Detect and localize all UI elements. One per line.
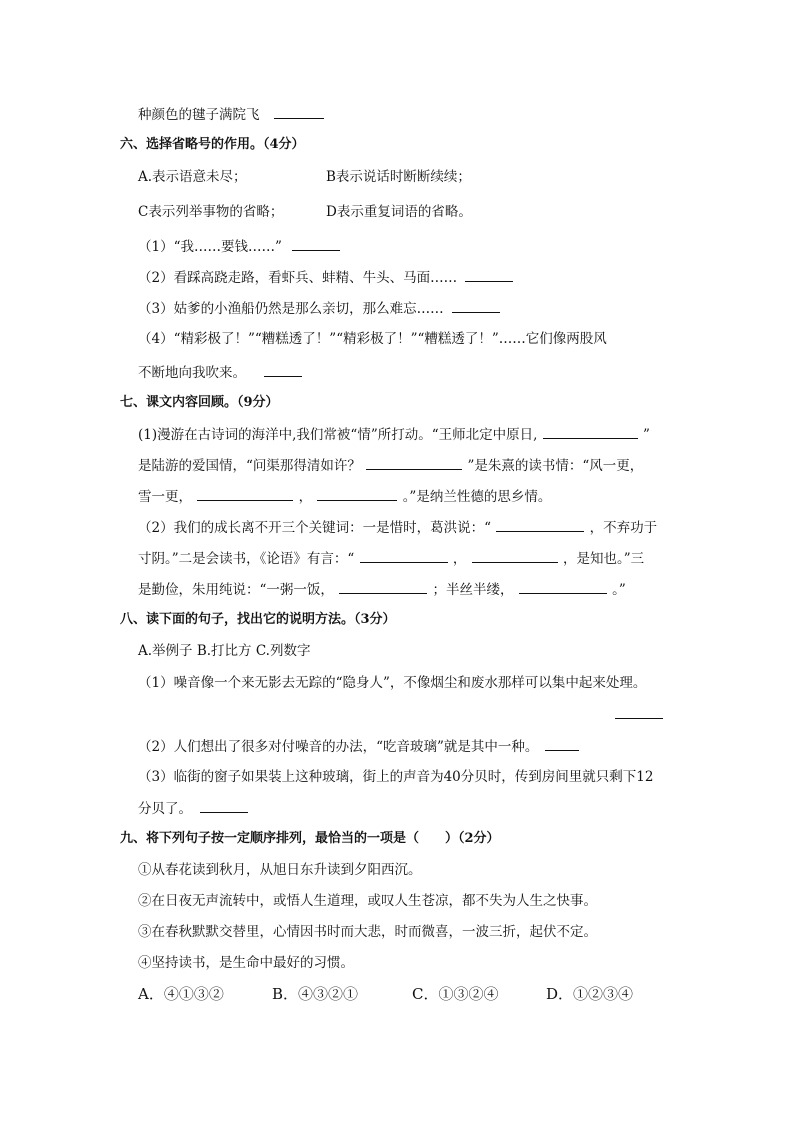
section-8-options: A.举例子 B.打比方 C.列数字 — [138, 643, 311, 659]
answer-blank[interactable] — [339, 579, 427, 594]
text: 寸阴。”二是会读书，《论语》有言：“ — [138, 551, 355, 567]
text: 不断地向我吹来。 — [138, 365, 246, 381]
question-8-3-cont — [138, 798, 249, 819]
question-6-4-cont — [138, 362, 303, 383]
choice-a[interactable]: A．④①③② — [138, 985, 224, 1003]
text: ， — [452, 551, 467, 567]
text: 。”是纳兰性德的思乡情。 — [402, 489, 552, 505]
text: ；半丝半缕， — [432, 582, 514, 598]
text: 是勤俭，朱用纯说：“一粥一饭， — [138, 582, 334, 598]
choice-d[interactable]: D．①②③④ — [546, 985, 634, 1003]
section-6-title: 六、选择省略号的作用。（4分） — [120, 137, 305, 152]
answer-blank[interactable] — [264, 362, 302, 377]
answer-blank[interactable] — [615, 704, 663, 719]
answer-blank[interactable] — [366, 455, 462, 470]
text: (1)漫游在古诗词的海洋中,我们常被“情”所打动。“王师北定中原日, — [138, 427, 538, 443]
question-7-1-line3 — [138, 486, 551, 507]
sentence-3: ③在春秋默默交替里，心情因书时而大悲，时而微喜，一波三折，起伏不定。 — [138, 924, 597, 940]
answer-blank[interactable] — [545, 736, 579, 751]
text: 分贝了。 — [138, 801, 192, 817]
question-6-3 — [138, 298, 501, 319]
sentence-1: ①从春花读到秋月，从旭日东升读到夕阳西沉。 — [138, 862, 422, 878]
option-d: D表示重复词语的省略。 — [326, 204, 472, 220]
text: ， — [298, 489, 313, 505]
text: ，不弃功于 — [589, 520, 658, 536]
text: 。” — [612, 582, 626, 598]
text: ，是知也。”三 — [563, 551, 645, 567]
continued-line — [138, 104, 325, 125]
text: （2）人们想出了很多对付噪音的办法，“吃音玻璃”就是其中一种。 — [138, 739, 539, 755]
answer-blank[interactable] — [197, 486, 293, 501]
answer-blank[interactable] — [452, 298, 500, 313]
section-7-title: 七、课文内容回顾。（9分） — [120, 395, 279, 410]
answer-blank[interactable] — [292, 236, 340, 251]
text: ”是朱熹的读书情：“风一更， — [467, 458, 644, 474]
option-a: A.表示语意未尽； — [138, 169, 247, 185]
section-9-title: 九、将下列句子按一定顺序排列，最恰当的一项是（ ）（2分） — [120, 831, 500, 846]
question-7-2-line2 — [138, 548, 644, 569]
answer-blank[interactable] — [360, 548, 448, 563]
answer-blank[interactable] — [317, 486, 397, 501]
answer-blank[interactable] — [465, 267, 513, 282]
option-c: C表示列举事物的省略； — [138, 204, 284, 220]
text: 种颜色的毽子满院飞 — [138, 107, 260, 123]
text: （2）我们的成长离不开三个关键词：一是惜时，葛洪说：“ — [138, 520, 491, 536]
section-8-title: 八、读下面的句子，找出它的说明方法。（3分） — [120, 612, 396, 627]
sentence-2: ②在日夜无声流转中，或悟人生道理，或叹人生苍凉，都不失为人生之快事。 — [138, 893, 597, 909]
answer-blank[interactable] — [274, 104, 324, 119]
sentence-4: ④坚持读书，是生命中最好的习惯。 — [138, 955, 354, 971]
question-8-2 — [138, 736, 580, 757]
question-7-2-line3 — [138, 579, 626, 600]
choice-c[interactable]: C．①③②④ — [412, 985, 499, 1003]
text: 是陆游的爱国情，“问渠那得清如许？ — [138, 458, 361, 474]
question-8-1: （1）噪音像一个来无影去无踪的“隐身人”，不像烟尘和废水那样可以集中起来处理。 — [138, 675, 647, 691]
answer-blank[interactable] — [543, 424, 638, 439]
question-7-2-line1 — [138, 517, 657, 538]
choice-b[interactable]: B．④③②① — [272, 985, 359, 1003]
text: （1）“我……要钱……” — [138, 239, 282, 255]
question-8-1-answer — [614, 704, 664, 725]
text: （3）姑爹的小渔船仍然是那么亲切，那么难忘…… — [138, 301, 444, 317]
question-6-1 — [138, 236, 341, 257]
question-8-3: （3）临街的窗子如果装上这种玻璃，街上的声音为40分贝时，传到房间里就只剩下12 — [138, 769, 654, 785]
question-7-1-line2 — [138, 455, 643, 476]
question-6-4: （4）“精彩极了！”“糟糕透了！”“精彩极了！”“糟糕透了！”……它们像两股风 — [138, 331, 607, 347]
question-7-1-line1 — [138, 424, 650, 445]
answer-blank[interactable] — [496, 517, 584, 532]
text: 雪一更， — [138, 489, 192, 505]
answer-blank[interactable] — [200, 798, 248, 813]
question-6-2 — [138, 267, 514, 288]
text: （2）看踩高跷走路，看虾兵、蚌精、牛头、马面…… — [138, 270, 458, 286]
answer-blank[interactable] — [472, 548, 558, 563]
answer-blank[interactable] — [519, 579, 607, 594]
option-b: B表示说话时断断续续； — [326, 169, 471, 185]
text: ” — [643, 427, 650, 443]
